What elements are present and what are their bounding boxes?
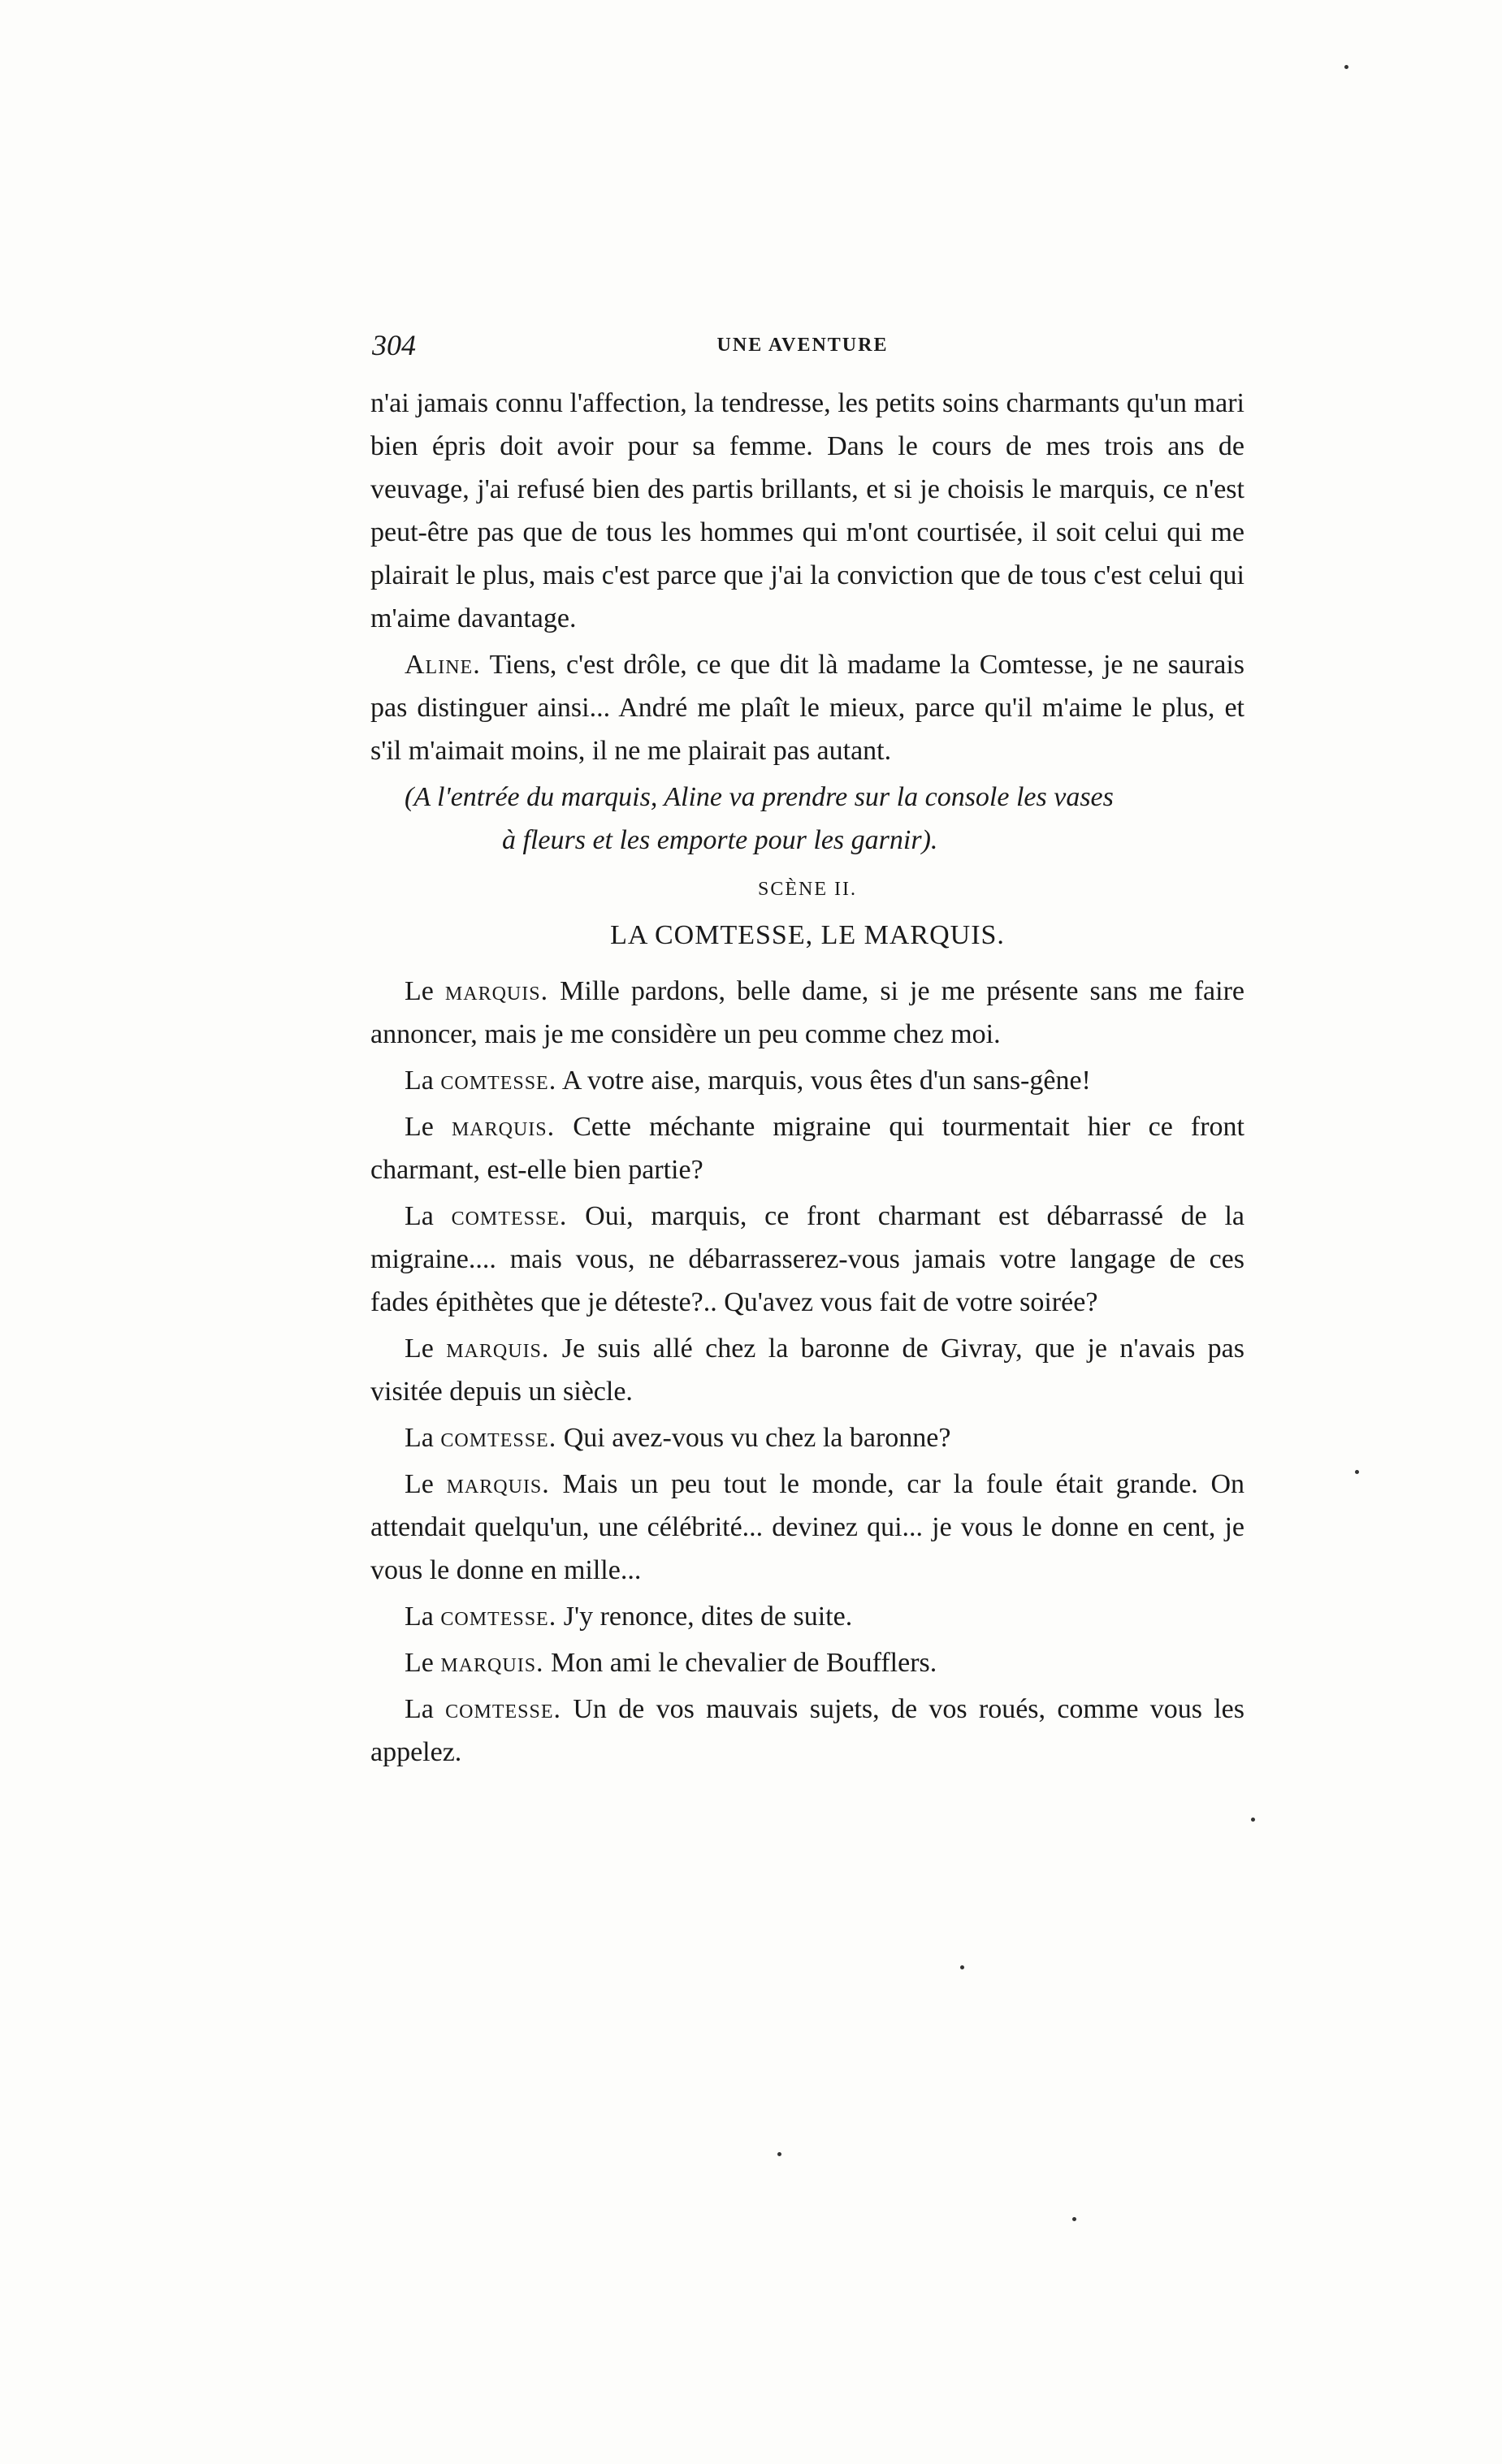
dialogue-text: Mon ami le chevalier de Boufflers. — [543, 1648, 937, 1678]
stage-direction-line: (A l'entrée du marquis, Aline va prendre sur la console les vases — [405, 782, 1114, 812]
dialogue-list — [370, 970, 1244, 1774]
dialogue-line — [370, 1463, 1244, 1592]
page-number: 304 — [372, 329, 416, 361]
speaker-name: comtesse. — [440, 1602, 557, 1632]
speaker-article: La — [405, 1694, 446, 1724]
page-header — [364, 328, 1241, 369]
body-text — [370, 382, 1244, 1777]
scene-number: SCÈNE II. — [758, 879, 857, 900]
dialogue-text: Tiens, c'est drôle, ce que dit là madame la Comtesse, je ne saurais pas distinguer ainsi... André me plaît le mieux, parce qu'il m'aime le plus, et s'il m'aimait moins, il ne me plairait pas autant. — [370, 650, 1244, 766]
dialogue-line — [370, 1327, 1244, 1413]
dialogue-text: A votre aise, marquis, vous êtes d'un sans-gêne! — [556, 1066, 1091, 1096]
speaker-name: marquis. — [446, 1334, 550, 1364]
dialogue-text: Cette méchante migraine qui tourmentait hier ce front charmant, est-elle bien partie? — [370, 1112, 1244, 1185]
dialogue-aline — [370, 643, 1244, 772]
scan-speck — [1355, 1470, 1359, 1474]
scan-speck — [960, 1965, 964, 1969]
stage-direction — [370, 776, 1244, 862]
scan-speck — [1251, 1818, 1255, 1822]
speaker-article: Le — [405, 1648, 441, 1678]
stage-direction-line: à fleurs et les emporte pour les garnir). — [502, 825, 938, 855]
speaker-name: comtesse. — [440, 1423, 557, 1453]
dialogue-line — [370, 1641, 1244, 1684]
speaker-article: Le — [405, 1469, 447, 1499]
dialogue-line — [370, 1688, 1244, 1774]
speaker-article: Le — [405, 1334, 447, 1364]
dialogue-line — [370, 1059, 1244, 1102]
speaker-article: La — [405, 1602, 441, 1632]
dialogue-line — [370, 1416, 1244, 1459]
speaker-article: La — [405, 1201, 452, 1231]
dialogue-text: J'y renonce, dites de suite. — [556, 1602, 853, 1632]
dialogue-line — [370, 1105, 1244, 1191]
speaker-name: marquis. — [444, 976, 549, 1006]
dialogue-line — [370, 970, 1244, 1056]
dialogue-text: Un de vos mauvais sujets, de vos roués, comme vous les appelez. — [370, 1694, 1245, 1767]
dialogue-text: Oui, marquis, ce front charmant est débarrassé de la migraine.... mais vous, ne débarrasserez-vous jamais votre langage de ces fades épithètes que je déteste?.. Qu'avez vous fait de votre soirée? — [370, 1201, 1244, 1317]
scan-speck — [1072, 2217, 1076, 2221]
running-title: UNE AVENTURE — [716, 335, 889, 356]
paragraph-continuation: n'ai jamais connu l'affection, la tendresse, les petits soins charmants qu'un mari bien épris doit avoir pour sa femme. Dans le cours de mes trois ans de veuvage, j'ai refusé bien des partis brillants, et si je choisis le marquis, ce n'est peut-être pas que de tous les hommes qui m'ont courtisée, il soit celui qui me plairait le plus, mais c'est parce que j'ai la conviction que de tous c'est celui qui m'aime davantage. — [370, 388, 1244, 633]
dialogue-line — [370, 1195, 1244, 1324]
dialogue-line — [370, 1595, 1244, 1638]
speaker-article: Le — [405, 1112, 452, 1142]
dialogue-text: Mais un peu tout le monde, car la foule était grande. On attendait quelqu'un, une célébrité... devinez qui... je vous le donne en cent, je vous le donne en mille... — [370, 1469, 1245, 1585]
scan-speck — [1344, 65, 1348, 69]
speaker-name: marquis. — [451, 1112, 556, 1142]
speaker-name: comtesse. — [440, 1066, 557, 1096]
speaker-name: comtesse. — [451, 1201, 568, 1231]
speaker-name: Aline. — [405, 650, 481, 680]
speaker-article: La — [405, 1423, 441, 1453]
speaker-name: marquis. — [446, 1469, 550, 1499]
scene-title: LA COMTESSE, LE MARQUIS. — [610, 920, 1005, 950]
speaker-article: Le — [405, 976, 445, 1006]
speaker-name: comtesse. — [445, 1694, 562, 1724]
scan-speck — [777, 2152, 781, 2156]
dialogue-text: Qui avez-vous vu chez la baronne? — [556, 1423, 951, 1453]
dialogue-text: Je suis allé chez la baronne de Givray, que je n'avais pas visitée depuis un siècle. — [370, 1334, 1244, 1407]
speaker-name: marquis. — [440, 1648, 544, 1678]
speaker-article: La — [405, 1066, 441, 1096]
dialogue-text: Mille pardons, belle dame, si je me présente sans me faire annoncer, mais je me considère un peu comme chez moi. — [370, 976, 1244, 1049]
